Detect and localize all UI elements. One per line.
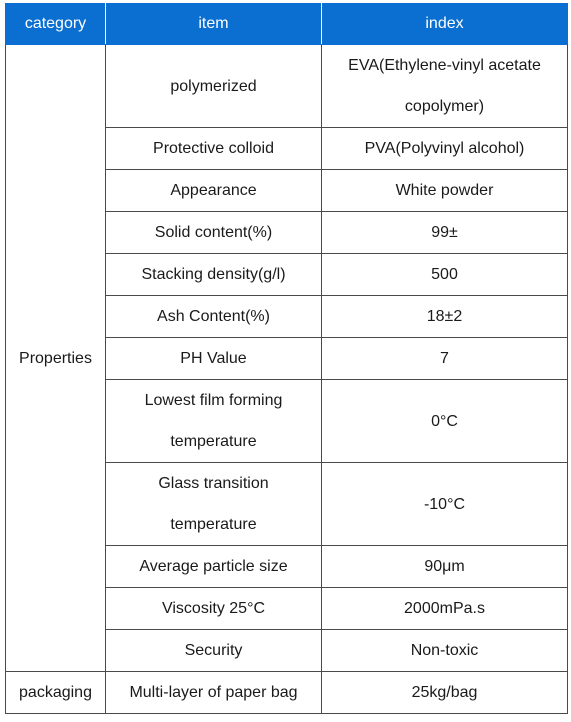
item-cell: Average particle size: [106, 546, 322, 588]
index-cell: 7: [322, 338, 568, 380]
index-cell: 18±2: [322, 296, 568, 338]
table-row: [6, 672, 568, 714]
item-cell: Ash Content(%): [106, 296, 322, 338]
index-cell: 99±: [322, 212, 568, 254]
index-cell: 0°C: [322, 380, 568, 463]
item-cell: Appearance: [106, 170, 322, 212]
item-cell: Viscosity 25°C: [106, 588, 322, 630]
index-line-1: EVA(Ethylene-vinyl acetate: [348, 57, 541, 74]
item-cell: PH Value: [106, 338, 322, 380]
item-cell: Protective colloid: [106, 128, 322, 170]
header-item: item: [106, 4, 322, 45]
index-cell: White powder: [322, 170, 568, 212]
index-line-2: copolymer): [404, 98, 485, 115]
item-cell: polymerized: [106, 45, 322, 128]
index-cell: 25kg/bag: [322, 672, 568, 714]
header-category: category: [6, 4, 106, 45]
index-cell: -10°C: [322, 463, 568, 546]
index-cell: Non-toxic: [322, 630, 568, 672]
category-cell-packaging: packaging: [6, 672, 106, 714]
item-line-1: Glass transition: [158, 475, 269, 492]
item-line-2: temperature: [170, 516, 257, 533]
table-row: [6, 45, 568, 128]
item-cell: [106, 463, 322, 546]
index-cell: [322, 45, 568, 128]
header-row: [6, 4, 568, 45]
index-cell: 90μm: [322, 546, 568, 588]
item-cell: Stacking density(g/l): [106, 254, 322, 296]
index-cell: 2000mPa.s: [322, 588, 568, 630]
item-cell: Security: [106, 630, 322, 672]
item-line-1: Lowest film forming: [144, 392, 283, 409]
spec-table: [5, 3, 568, 714]
index-cell: PVA(Polyvinyl alcohol): [322, 128, 568, 170]
item-line-2: temperature: [170, 433, 257, 450]
header-index: index: [322, 4, 568, 45]
item-cell: [106, 380, 322, 463]
index-cell: 500: [322, 254, 568, 296]
item-cell: Solid content(%): [106, 212, 322, 254]
item-cell: Multi-layer of paper bag: [106, 672, 322, 714]
category-cell-properties: Properties: [6, 45, 106, 672]
spec-table-container: [5, 3, 568, 714]
